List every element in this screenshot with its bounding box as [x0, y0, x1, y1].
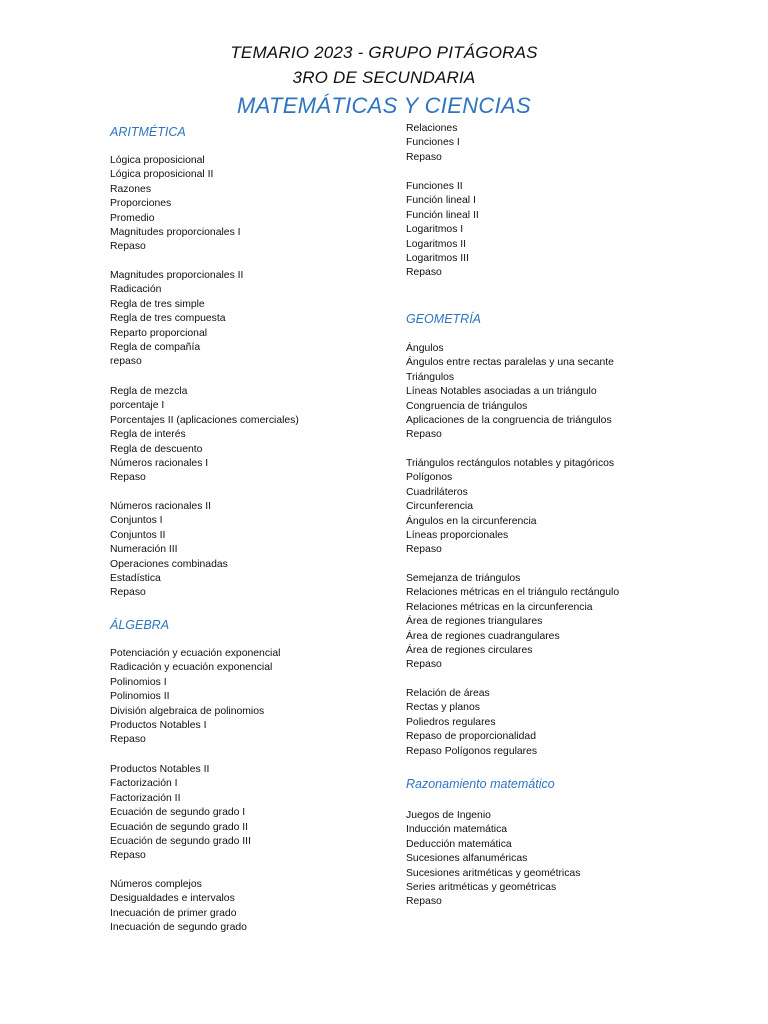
topic-item: Repaso	[110, 850, 146, 862]
topic-item: Reparto proporcional	[110, 327, 208, 339]
topic-item: Logaritmos I	[406, 224, 464, 236]
topic-item: Repaso	[406, 659, 442, 671]
topic-item: Cuadriláteros	[406, 486, 468, 498]
topic-item: Ecuación de segundo grado II	[110, 821, 249, 833]
section-title-razonamiento: Razonamiento matemático	[406, 777, 555, 791]
topic-item: Repaso	[406, 896, 442, 908]
topic-group	[110, 154, 241, 255]
topic-item: Polinomios I	[110, 676, 167, 688]
topic-group	[406, 180, 479, 281]
topic-group	[406, 687, 537, 759]
topic-item: Promedio	[110, 212, 155, 224]
topic-item: Magnitudes proporcionales II	[110, 270, 244, 281]
topic-group	[110, 763, 251, 864]
header-line-2: 3RO DE SECUNDARIA	[292, 68, 476, 87]
topic-item: Logaritmos III	[406, 253, 469, 265]
topic-item: Aplicaciones de la congruencia de triángulos	[406, 415, 612, 427]
topic-item: Series aritméticas y geométricas	[406, 882, 557, 894]
topic-item: Números racionales I	[110, 458, 209, 470]
topic-item: Razones	[110, 183, 152, 195]
topic-item: Proporciones	[110, 198, 172, 210]
topic-item: Triángulos rectángulos notables y pitagóricos	[406, 458, 615, 469]
topic-item: Ecuación de segundo grado III	[110, 836, 251, 848]
topic-item: Potenciación y ecuación exponencial	[110, 648, 281, 659]
topic-group	[406, 342, 614, 443]
topic-item: Desigualdades e intervalos	[110, 893, 235, 905]
topic-group	[110, 500, 228, 601]
topic-item: Líneas Notables asociadas a un triángulo	[406, 386, 597, 398]
topic-item: Repaso	[110, 241, 146, 253]
topic-item: Relaciones métricas en la circunferencia	[406, 601, 593, 613]
topic-item: Regla de compañía	[110, 342, 201, 354]
topic-item: Repaso de proporcionalidad	[406, 731, 536, 743]
topic-item: Regla de mezcla	[110, 386, 188, 397]
topic-item: Conjuntos II	[110, 529, 166, 541]
topic-item: Sucesiones aritméticas y geométricas	[406, 867, 581, 879]
topic-item: Regla de tres simple	[110, 298, 205, 310]
topic-item: Radicación	[110, 284, 162, 296]
topic-item: Logaritmos II	[406, 238, 467, 250]
topic-item: Ángulos entre rectas paralelas y una secante	[406, 357, 614, 369]
topic-item: Estadística	[110, 573, 161, 585]
topic-item: Ángulos en la circunferencia	[406, 515, 537, 527]
topic-item: Números complejos	[110, 879, 202, 890]
topic-item: Regla de descuento	[110, 443, 203, 455]
topic-item: Lógica proposicional	[110, 155, 205, 166]
topic-item: Congruencia de triángulos	[406, 400, 528, 412]
topic-item: Operaciones combinadas	[110, 558, 228, 570]
topic-group	[110, 385, 299, 486]
topic-group	[406, 122, 460, 165]
topic-item: Repaso	[406, 151, 442, 163]
topic-item: Repaso	[110, 734, 146, 746]
topic-item: Porcentajes II (aplicaciones comerciales)	[110, 414, 299, 426]
topic-item: Regla de tres compuesta	[110, 313, 226, 325]
topic-group	[110, 269, 243, 370]
topic-item: porcentaje I	[110, 400, 165, 412]
topic-group	[406, 572, 619, 673]
topic-item: Área de regiones triangulares	[406, 616, 543, 628]
topic-group	[110, 647, 280, 748]
topic-item: Polígonos	[406, 472, 453, 484]
topic-item: Función lineal I	[406, 195, 476, 207]
header-line-1: TEMARIO 2023 - GRUPO PITÁGORAS	[230, 43, 538, 62]
topic-item: División algebraica de polinomios	[110, 705, 265, 717]
topic-item: Números racionales II	[110, 501, 212, 512]
topic-item: Repaso	[110, 587, 146, 599]
topic-item: Relaciones	[406, 123, 458, 134]
document-title: MATEMÁTICAS Y CIENCIAS	[237, 93, 531, 118]
topic-item: Factorización II	[110, 792, 181, 804]
topic-item: Polinomios II	[110, 691, 170, 703]
topic-item: Rectas y planos	[406, 702, 480, 714]
topic-item: Relación de áreas	[406, 688, 490, 699]
topic-item: Repaso	[406, 429, 442, 441]
topic-item: Ecuación de segundo grado I	[110, 807, 246, 819]
topic-item: Repaso	[406, 267, 442, 279]
topic-item: Repaso	[110, 472, 146, 484]
topic-item: Funciones I	[406, 137, 460, 149]
topic-item: Factorización I	[110, 778, 178, 790]
topic-item: Inducción matemática	[406, 824, 508, 836]
topic-item: Triángulos	[406, 371, 455, 383]
topic-group	[406, 809, 580, 910]
topic-item: Numeración III	[110, 544, 178, 556]
section-title-aritmetica: ARITMÉTICA	[110, 125, 186, 139]
topic-item: Conjuntos I	[110, 515, 163, 527]
section-title-algebra: ÁLGEBRA	[110, 618, 170, 632]
topic-item: Repaso	[406, 544, 442, 556]
topic-item: Relaciones métricas en el triángulo rectángulo	[406, 587, 620, 599]
topic-item: Área de regiones circulares	[406, 645, 533, 657]
topic-item: Sucesiones alfanuméricas	[406, 853, 528, 865]
topic-item: Circunferencia	[406, 501, 473, 513]
topic-item: Ángulos	[406, 343, 444, 354]
topic-item: Líneas proporcionales	[406, 530, 509, 542]
topic-item: Lógica proposicional II	[110, 169, 214, 181]
topic-item: Funciones II	[406, 181, 463, 192]
topic-item: Regla de interés	[110, 429, 186, 441]
topic-item: Juegos de Ingenio	[406, 810, 491, 821]
topic-item: Deducción matemática	[406, 838, 512, 850]
section-title-geometria: GEOMETRÍA	[406, 312, 482, 326]
topic-item: Área de regiones cuadrangulares	[406, 630, 560, 642]
topic-item: Productos Notables I	[110, 720, 207, 732]
document-header	[0, 40, 768, 121]
topic-item: Inecuación de segundo grado	[110, 922, 247, 934]
topic-item: Radicación y ecuación exponencial	[110, 662, 273, 674]
topic-item: Repaso Polígonos regulares	[406, 745, 538, 757]
topic-item: Inecuación de primer grado	[110, 907, 237, 919]
topic-item: Productos Notables II	[110, 764, 210, 775]
topic-item: Función lineal II	[406, 209, 479, 221]
topic-group	[110, 878, 247, 936]
topic-item: Semejanza de triángulos	[406, 573, 521, 584]
topic-item: Magnitudes proporcionales I	[110, 227, 241, 239]
topic-group	[406, 457, 614, 558]
topic-item: Poliedros regulares	[406, 716, 496, 728]
topic-item: repaso	[110, 356, 142, 368]
